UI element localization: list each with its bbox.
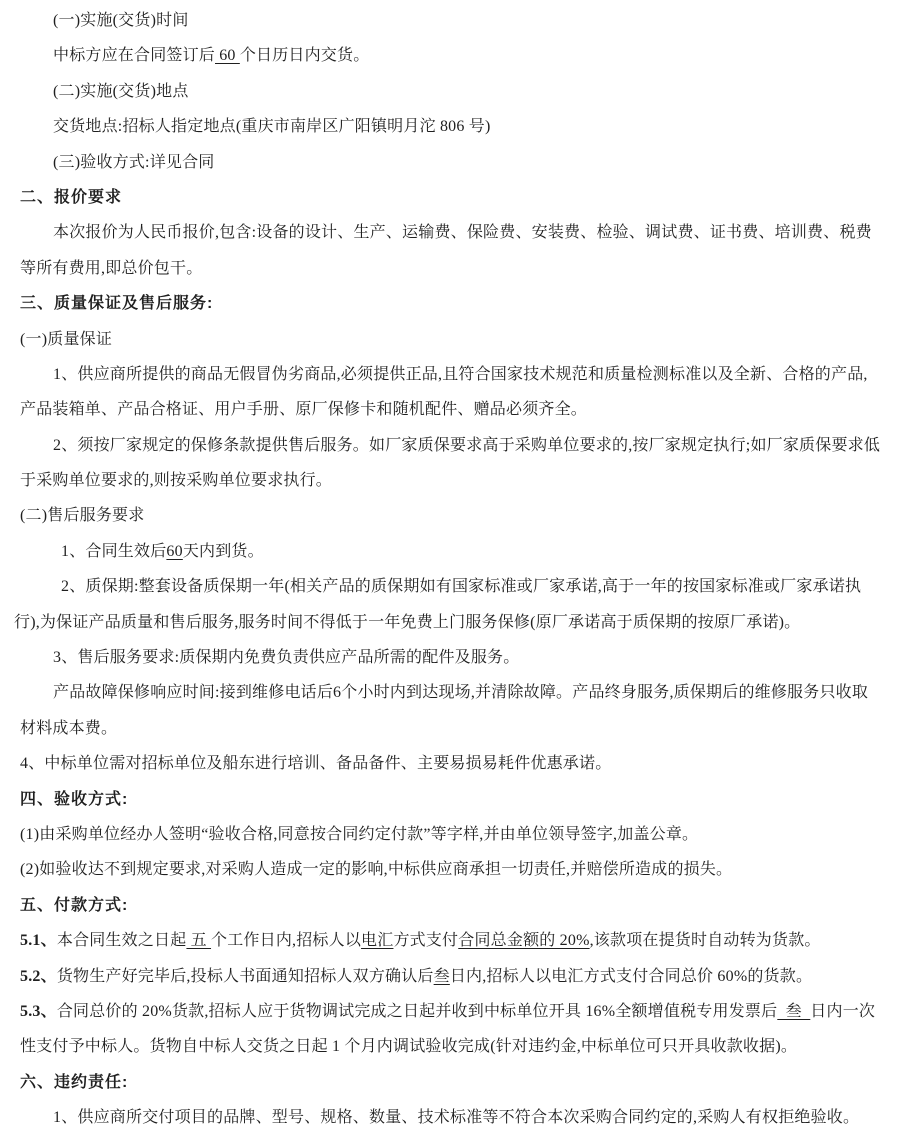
text-run: 1、供应商所提供的商品无假冒伪劣商品,必须提供正品,且符合国家技术规范和质量检测标准以及全新、合格的产品, bbox=[53, 365, 868, 383]
text-run: 三、质量保证及售后服务: bbox=[20, 295, 214, 313]
section-heading bbox=[20, 286, 882, 321]
text-run: 等所有费用,即总价包干。 bbox=[20, 259, 203, 277]
text-run: 日内一次 bbox=[810, 1002, 876, 1020]
text-run: 货物生产好完毕后,投标人书面通知招标人双方确认后 bbox=[56, 967, 434, 985]
doc-line bbox=[20, 3, 882, 38]
doc-line bbox=[20, 569, 882, 604]
text-run: 4、中标单位需对招标单位及船东进行培训、备品备件、主要易损易耗件优惠承诺。 bbox=[20, 755, 612, 773]
text-run: 材料成本费。 bbox=[20, 719, 118, 737]
text-run: ,该款项在提货时自动转为货款。 bbox=[589, 932, 821, 950]
doc-line bbox=[20, 852, 882, 887]
text-run: 本次报价为人民币报价,包含:设备的设计、生产、运输费、保险费、安装费、检验、调试费、证书费、培训费、税费 bbox=[53, 224, 872, 242]
text-run: 交货地点:招标人指定地点(重庆市南岸区广阳镇明月沱 806 号) bbox=[53, 118, 491, 136]
text-run: 二、报价要求 bbox=[20, 188, 123, 206]
text-run: 日内,招标人以电汇方式支付合同总价 60%的货款。 bbox=[449, 967, 813, 985]
underlined-text: 叁 bbox=[433, 967, 450, 985]
underlined-text: 电汇 bbox=[361, 932, 394, 950]
text-run: 性支付予中标人。货物自中标人交货之日起 1 个月内调试验收完成(针对违约金,中标单位可只开具收款收据)。 bbox=[20, 1038, 798, 1056]
doc-line bbox=[20, 1100, 882, 1135]
doc-line bbox=[20, 817, 882, 852]
doc-line bbox=[20, 322, 882, 357]
doc-line bbox=[20, 1029, 882, 1064]
text-run: 天内到货。 bbox=[182, 542, 264, 560]
doc-line bbox=[20, 251, 882, 286]
text-run: 于采购单位要求的,则按采购单位要求执行。 bbox=[20, 472, 333, 490]
text-run: 3、售后服务要求:质保期内免费负责供应产品所需的配件及服务。 bbox=[53, 649, 520, 667]
text-run: 本合同生效之日起 bbox=[56, 932, 187, 950]
text-run: 六、违约责任: bbox=[20, 1073, 129, 1091]
text-run: 四、验收方式: bbox=[20, 790, 129, 808]
text-run: 产品故障保修响应时间:接到维修电话后6个小时内到达现场,并清除故障。产品终身服务,质保期后的维修服务只收取 bbox=[53, 684, 869, 702]
doc-line bbox=[20, 215, 882, 250]
doc-line bbox=[20, 463, 882, 498]
text-run: (一)实施(交货)时间 bbox=[53, 12, 189, 29]
text-run: 产品装箱单、产品合格证、用户手册、原厂保修卡和随机配件、赠品必须齐全。 bbox=[20, 401, 588, 419]
text-run: 1、合同生效后 bbox=[61, 542, 167, 560]
underlined-text: 合同总金额的 20% bbox=[458, 932, 590, 950]
doc-line bbox=[20, 74, 882, 109]
text-run: (二)售后服务要求 bbox=[20, 507, 145, 525]
text-run: 个工作日内,招标人以 bbox=[211, 932, 362, 950]
doc-line bbox=[20, 498, 882, 533]
text-run: 2、须按厂家规定的保修条款提供售后服务。如厂家质保要求高于采购单位要求的,按厂家规定执行;如厂家质保要求低 bbox=[53, 436, 881, 454]
text-run: 5.3、 bbox=[20, 1002, 57, 1020]
doc-line bbox=[20, 994, 882, 1029]
section-heading bbox=[20, 1065, 882, 1100]
text-run: 行),为保证产品质量和售后服务,服务时间不得低于一年免费上门服务保修(原厂承诺高于质保期的按原厂承诺)。 bbox=[14, 613, 801, 631]
underlined-text: 叁 bbox=[777, 1002, 811, 1020]
doc-line bbox=[20, 392, 882, 427]
doc-line bbox=[20, 38, 882, 73]
text-run: 个日历日内交货。 bbox=[239, 47, 370, 65]
doc-line bbox=[20, 145, 882, 180]
doc-line bbox=[20, 640, 882, 675]
section-heading bbox=[20, 782, 882, 817]
doc-line bbox=[20, 675, 882, 710]
text-run: 2、质保期:整套设备质保期一年(相关产品的质保期如有国家标准或厂家承诺,高于一年的按国家标准或厂家承诺执 bbox=[61, 578, 862, 596]
text-run: (二)实施(交货)地点 bbox=[53, 82, 189, 100]
text-run: 方式支付 bbox=[393, 932, 459, 950]
text-run: 中标方应在合同签订后 bbox=[53, 47, 216, 65]
underlined-text: 60 bbox=[166, 542, 183, 560]
doc-line bbox=[20, 428, 882, 463]
document-page bbox=[14, 3, 882, 1137]
text-run: (1)由采购单位经办人签明“验收合格,同意按合同约定付款”等字样,并由单位领导签字,加盖公章。 bbox=[20, 825, 699, 843]
document-body bbox=[14, 3, 882, 1136]
text-run: 合同总价的 20%货款,招标人应于货物调试完成之日起并收到中标单位开具 16%全额增值税专用发票后 bbox=[56, 1002, 778, 1020]
text-run: (2)如验收达不到规定要求,对采购人造成一定的影响,中标供应商承担一切责任,并赔偿所造成的损失。 bbox=[20, 861, 733, 879]
section-heading bbox=[20, 180, 882, 215]
doc-line bbox=[20, 746, 882, 781]
doc-line bbox=[20, 357, 882, 392]
doc-line bbox=[20, 959, 882, 994]
doc-line bbox=[20, 923, 882, 958]
doc-line bbox=[14, 605, 882, 640]
text-run: 5.1、 bbox=[20, 932, 57, 950]
text-run: 5.2、 bbox=[20, 967, 57, 985]
text-run: (三)验收方式:详见合同 bbox=[53, 153, 215, 171]
text-run: 1、供应商所交付项目的品牌、型号、规格、数量、技术标准等不符合本次采购合同约定的,采购人有权拒绝验收。 bbox=[53, 1109, 860, 1127]
doc-line bbox=[20, 109, 882, 144]
doc-line bbox=[20, 711, 882, 746]
underlined-text: 五 bbox=[186, 932, 212, 950]
text-run: 五、付款方式: bbox=[20, 896, 129, 914]
doc-line bbox=[20, 534, 882, 569]
text-run: (一)质量保证 bbox=[20, 330, 113, 348]
underlined-text: 60 bbox=[215, 47, 240, 65]
section-heading bbox=[20, 888, 882, 923]
